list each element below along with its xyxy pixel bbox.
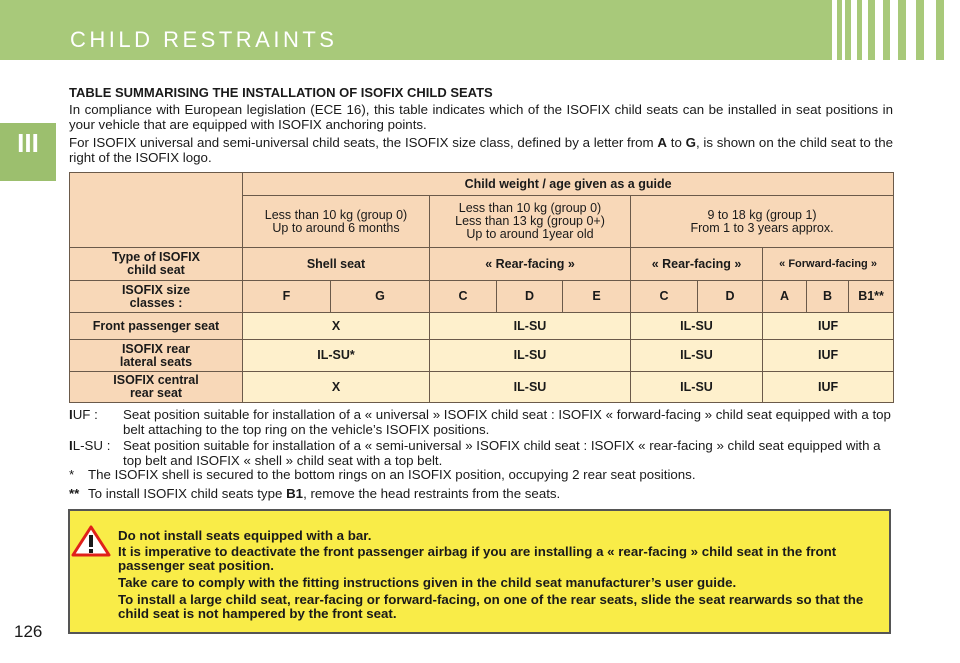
footnote-b1 — [69, 486, 893, 502]
size-class-cell: B1** — [849, 281, 894, 313]
table-row — [70, 340, 894, 372]
compat-cell: IUF — [763, 340, 894, 372]
size-class-cell: D — [698, 281, 763, 313]
compat-cell: IL-SU — [631, 372, 763, 403]
intro-paragraph: In compliance with European legislation (ECE 16), this table indicates which of the ISOFIX child seats can be installed in seat positions in your vehicle that are equipped with ISOFIX anchoring points. — [69, 102, 893, 132]
table-corner-cell — [70, 173, 243, 248]
size-class-text: For ISOFIX universal and semi-universal child seats, the ISOFIX size class, defined by a letter from — [69, 135, 658, 150]
table-row — [70, 313, 894, 340]
warning-triangle-icon — [71, 525, 111, 557]
header-stripe — [832, 0, 837, 60]
size-row-label: ISOFIX size classes : — [70, 281, 243, 313]
compat-cell: IL-SU — [631, 340, 763, 372]
footnote-text-part: , remove the head restraints from the seats. — [303, 486, 561, 501]
header-stripe — [862, 0, 868, 60]
footnote-key: ** — [69, 486, 80, 501]
footnote-b1-code: B1 — [286, 486, 304, 501]
group-1-header: 9 to 18 kg (group 1) From 1 to 3 years approx. — [631, 196, 894, 248]
header-stripe — [890, 0, 898, 60]
compat-cell: IL-SU — [430, 372, 631, 403]
compat-cell: IL-SU — [430, 313, 631, 340]
page-number: 126 — [14, 622, 43, 641]
note-key-rest: UF : — [72, 407, 98, 422]
size-class-cell: F — [243, 281, 331, 313]
seat-position-label: ISOFIX rear lateral seats — [70, 340, 243, 372]
size-class-cell: C — [430, 281, 497, 313]
section-heading: TABLE SUMMARISING THE INSTALLATION OF ISOFIX CHILD SEATS — [69, 85, 493, 100]
footnote-text-part: To install ISOFIX child seats type — [88, 486, 287, 501]
warning-line: Take care to comply with the fitting instructions given in the child seat manufacturer’s user guide. — [118, 575, 737, 590]
note-iuf — [69, 407, 893, 437]
size-class-cell: A — [763, 281, 807, 313]
chapter-tab-label: III — [17, 128, 39, 158]
compat-cell: X — [243, 313, 430, 340]
seat-position-label: ISOFIX central rear seat — [70, 372, 243, 403]
note-ilsu — [69, 438, 893, 468]
note-key-bold: I — [69, 438, 73, 453]
header-stripe — [851, 0, 857, 60]
type-cell: Shell seat — [243, 248, 430, 281]
footnote-text: The ISOFIX shell is secured to the bottom rings on an ISOFIX position, occupying 2 rear seat positions. — [88, 467, 696, 482]
type-cell: « Forward-facing » — [763, 248, 894, 281]
seat-position-label: Front passenger seat — [70, 313, 243, 340]
letter-g: G — [685, 135, 696, 150]
note-key — [69, 438, 110, 453]
size-class-cell: E — [563, 281, 631, 313]
compat-cell: IUF — [763, 372, 894, 403]
compat-cell: IL-SU* — [243, 340, 430, 372]
type-row-label: Type of ISOFIX child seat — [70, 248, 243, 281]
header-stripe — [842, 0, 845, 60]
size-class-cell: G — [331, 281, 430, 313]
footnote-text — [88, 486, 893, 501]
size-class-text: to — [667, 135, 686, 150]
weight-header: Child weight / age given as a guide — [243, 173, 894, 196]
note-text: Seat position suitable for installation of a « universal » ISOFIX child seat : ISOFIX « forward-facing » child seat equipped with a top belt attaching to the top ring on the vehicle’s ISOFIX positions. — [123, 407, 891, 437]
type-cell: « Rear-facing » — [631, 248, 763, 281]
size-class-cell: D — [497, 281, 563, 313]
footnote-shell — [69, 467, 893, 483]
group-0-header: Less than 10 kg (group 0) Up to around 6 months — [243, 196, 430, 248]
note-text: Seat position suitable for installation of a « semi-universal » ISOFIX child seat : ISOFIX « rear-facing » child seat equipped with a top belt and ISOFIX « shell » child seat with a top belt. — [123, 438, 881, 468]
compat-cell: IUF — [763, 313, 894, 340]
compat-cell: X — [243, 372, 430, 403]
warning-line: Do not install seats equipped with a bar. — [118, 528, 372, 543]
size-class-text: , is shown on the child seat to the right of the ISOFIX logo. — [69, 135, 893, 165]
letter-a: A — [657, 135, 667, 150]
header-stripe — [906, 0, 916, 60]
size-class-cell: B — [807, 281, 849, 313]
note-key — [69, 407, 98, 422]
compat-cell: IL-SU — [430, 340, 631, 372]
isofix-table — [69, 172, 894, 403]
footnote-key: * — [69, 467, 75, 482]
note-key-rest: L-SU : — [72, 438, 111, 453]
type-cell: « Rear-facing » — [430, 248, 631, 281]
note-key-bold: I — [69, 407, 73, 422]
header-stripe — [944, 0, 960, 60]
warning-line: It is imperative to deactivate the front passenger airbag if you are installing a « rear-facing » child seat in the front passenger seat position. — [118, 544, 837, 573]
size-class-paragraph — [69, 135, 893, 165]
page-title: CHILD RESTRAINTS — [70, 27, 338, 52]
group-0plus-header: Less than 10 kg (group 0) Less than 13 kg (group 0+) Up to around 1year old — [430, 196, 631, 248]
table-row — [70, 372, 894, 403]
header-stripe — [875, 0, 883, 60]
header-stripe — [924, 0, 936, 60]
size-class-cell: C — [631, 281, 698, 313]
compat-cell: IL-SU — [631, 313, 763, 340]
warning-line: To install a large child seat, rear-facing or forward-facing, on one of the rear seats, slide the seat rearwards so that the child seat is not hampered by the front seat. — [118, 592, 864, 621]
